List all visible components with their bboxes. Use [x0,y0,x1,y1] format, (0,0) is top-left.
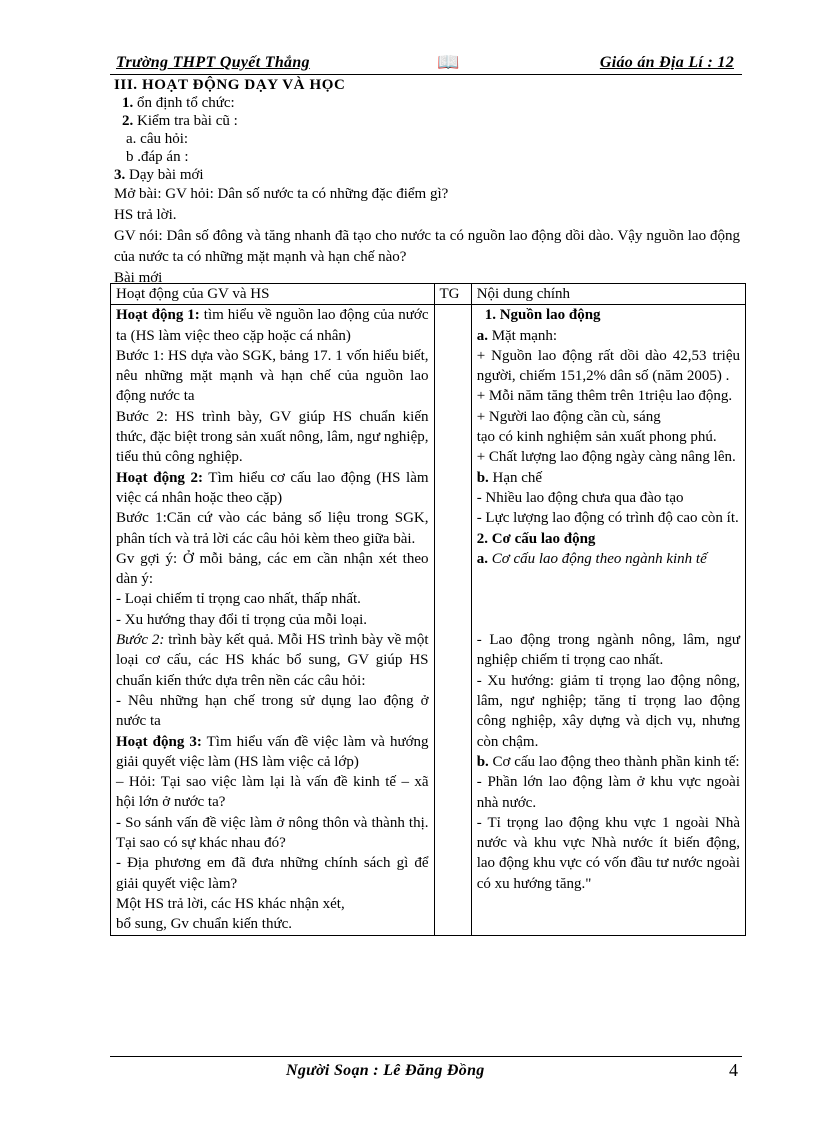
content-ownership-label: b. Cơ cấu lao động theo thành phần kinh tế: [476,753,740,770]
activity-2: Hoạt động 2: Tìm hiểu cơ cấu lao động (HS làm việc cá nhân hoặc theo cặp) [116,469,429,506]
header-time: TG [434,284,471,305]
content-sector-label: a. Cơ cấu lao động theo ngành kinh tế [476,550,707,567]
time-cell [434,305,471,935]
activity-3-note-1: Một HS trả lời, các HS khác nhận xét, [116,895,345,912]
page-footer [110,1060,742,1082]
intro-item-2: 2. Kiểm tra bài cũ : [122,113,238,129]
content-strength-1: + Nguồn lao động rất dồi dào 42,53 triệu người, chiếm 151,2% dân số (năm 2005) . [476,347,740,385]
activity-3-question-2: - So sánh vấn đề việc làm ở nông thôn và thành thị. Tại sao có sự khác nhau đó? [116,814,429,852]
header-activities: Hoạt động của GV và HS [111,284,435,305]
content-cell [471,305,745,935]
intro-opening: Mở bài: GV hỏi: Dân số nước ta có những đặc điểm gì? [114,186,449,202]
content-limit-2: - Lực lượng lao động có trình độ cao còn ít. [476,510,739,527]
activity-3-question-3: - Địa phương em đã đưa những chính sách gì để giải quyết việc làm? [116,855,429,892]
lesson-table [110,283,746,936]
activity-3-note-2: bổ sung, Gv chuẩn kiến thức. [116,916,293,933]
content-heading-2: 2. Cơ cấu lao động [476,530,596,547]
content-strength-2: + Mỗi năm tăng thêm trên 1triệu lao động. [476,388,733,405]
header-school: Trường THPT Quyết Thắng [116,54,310,71]
content-limits-label: b. Hạn chế [476,469,543,486]
activity-2-step-2: Bước 2: trình bày kết quả. Mỗi HS trình bày về một loại cơ cấu, các HS khác bổ sung, GV giúp HS chuẩn kiến thức dựa trên nền các câu hỏi: [116,632,429,689]
book-icon: 📖 [437,52,460,72]
activity-2-step-1: Bước 1:Căn cứ vào các bảng số liệu trong SGK, phân tích và trả lời các câu hỏi kèm theo giữa bài. [116,510,429,547]
activity-1-step-1: Bước 1: HS dựa vào SGK, bảng 17. 1 vốn hiểu biết, nêu những mặt mạnh và hạn chế của nguồn lao động nước ta [116,347,429,405]
content-limit-1: - Nhiều lao động chưa qua đào tạo [476,489,684,506]
content-ownership-1: - Phần lớn lao động làm ở khu vực ngoài nhà nước. [476,774,740,811]
intro-teacher-remark: GV nói: Dân số đông và tăng nhanh đã tạo cho nước ta có nguồn lao động dồi dào. Vậy nguồn lao động của nước ta có những mặt mạnh và hạn chế nào? [114,228,740,265]
section-title: III. HOẠT ĐỘNG DẠY VÀ HỌC [114,77,346,93]
activity-3-question-1: – Hỏi: Tại sao việc làm lại là vấn đề kinh tế – xã hội lớn ở nước ta? [116,774,429,811]
content-sector-1: - Lao động trong ngành nông, lâm, ngư nghiệp chiếm tỉ trọng cao nhất. [476,632,740,669]
activity-3: Hoạt động 3: Tìm hiểu vấn đề việc làm và hướng giải quyết việc làm (HS làm việc cả lớp) [116,733,429,770]
activity-1-step-2: Bước 2: HS trình bày, GV giúp HS chuẩn kiến thức, đặc biệt trong sản xuất nông, lâm, ngư nghiệp, tiểu thủ công nghiệp. [116,408,429,466]
intro-sub-a: a. câu hỏi: [126,131,189,147]
content-strength-4: + Chất lượng lao động ngày càng nâng lên. [476,449,736,466]
content-sector-2: - Xu hướng: giảm tỉ trọng lao động nông, lâm, ngư nghiệp; tăng tỉ trọng lao động công nghiệp, xây dựng và dịch vụ, nhưng còn chậm. [476,672,740,750]
header-subject: Giáo án Địa Lí : 12 [599,54,734,71]
activity-2-hint-1: - Loại chiếm tỉ trọng cao nhất, thấp nhất. [116,591,361,608]
activity-1: Hoạt động 1: tìm hiểu về nguồn lao động của nước ta (HS làm việc theo cặp hoặc cá nhân) [116,307,429,344]
activities-cell [111,305,435,935]
intro-student-answer: HS trả lời. [114,207,177,223]
footer-author: Người Soạn : Lê Đăng Đồng [286,1062,485,1079]
intro-item-3: 3. Dạy bài mới [114,167,204,183]
page-number: 4 [729,1060,738,1080]
activity-2-hint-2: - Xu hướng thay đổi tỉ trọng của mỗi loại. [116,611,368,628]
content-strength-3b: tạo có kinh nghiệm sản xuất phong phú. [476,429,717,446]
content-spacer [477,569,740,630]
header-content: Nội dung chính [471,284,745,305]
content-ownership-2: - Tỉ trọng lao động khu vực 1 ngoài Nhà nước và khu vực Nhà nước ít biến động, lao động khu vực có vốn đầu tư nước ngoài có xu hướng tăng." [476,814,740,892]
activity-2-question: - Nêu những hạn chế trong sử dụng lao động ở nước ta [116,692,429,730]
footer-divider [110,1056,742,1057]
content-strengths-label: a. Mặt mạnh: [476,327,558,344]
table-header-row [111,284,746,305]
header-divider [110,74,742,75]
table-row [111,305,746,935]
intro-section [114,76,740,289]
intro-item-1: 1. ổn định tổ chức: [122,95,235,111]
intro-sub-b: b .đáp án : [126,149,189,165]
content-strength-3: + Người lao động cần cù, sáng [476,408,661,425]
content-heading-1: 1. Nguồn lao động [484,307,601,324]
activity-2-hint: Gv gợi ý: Ở mỗi bảng, các em cần nhận xét theo dàn ý: [116,550,429,588]
intro-new-lesson: Bài mới [114,270,163,286]
